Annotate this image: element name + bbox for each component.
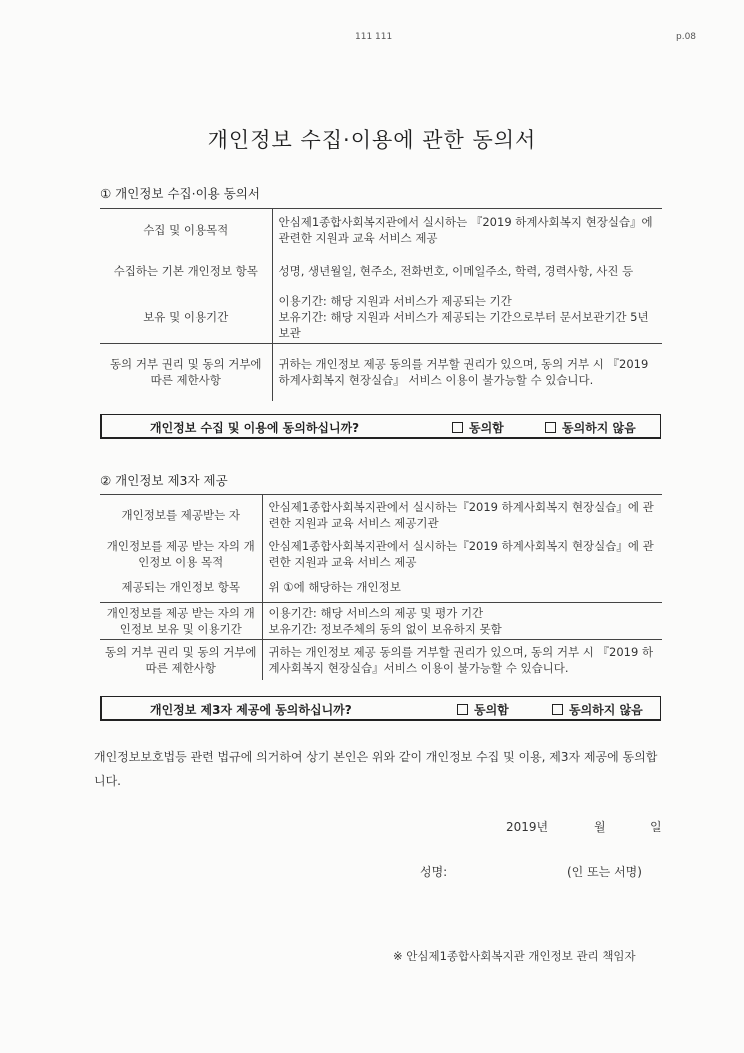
row-label: 동의 거부 권리 및 동의 거부에 따른 제한사항 — [100, 640, 262, 680]
row-value: 귀하는 개인정보 제공 동의를 거부할 권리가 있으며, 동의 거부 시 『2019 하계사회복지 현장실습』 서비스 이용이 불가능할 수 있습니다. — [278, 357, 649, 388]
page-title: 개인정보 수집·이용에 관한 동의서 — [207, 128, 537, 152]
section2-heading: ② 개인정보 제3자 제공 — [100, 473, 228, 488]
row-value: 귀하는 개인정보 제공 동의를 거부할 권리가 있으며, 동의 거부 시 『2019 하계사회복지 현장실습』서비스 이용이 불가능할 수 있습니다. — [268, 644, 654, 675]
table-row — [100, 573, 662, 603]
table-row — [100, 209, 662, 251]
row-value: 안심제1종합사회복지관에서 실시하는『2019 하계사회복지 현장실습』에 관련한 지원과 교육 서비스 제공기관 — [268, 499, 654, 530]
table-row — [100, 251, 662, 291]
row-value: 안심제1종합사회복지관에서 실시하는『2019 하계사회복지 현장실습』에 관련한 지원과 교육 서비스 제공 — [268, 538, 654, 569]
table-row — [100, 343, 662, 401]
table-row — [100, 640, 662, 680]
checkbox-agree[interactable] — [452, 422, 463, 433]
checkbox-agree[interactable] — [457, 704, 468, 715]
consent-question: 개인정보 제3자 제공에 동의하십니까? — [150, 703, 352, 717]
disagree-label: 동의하지 않음 — [569, 703, 643, 717]
fax-number: 111 111 — [355, 32, 393, 42]
section2-consent-bar — [100, 696, 661, 721]
disagree-option[interactable] — [552, 701, 643, 718]
table-row — [100, 291, 662, 344]
row-label: 개인정보를 제공받는 자 — [100, 495, 262, 535]
table-row — [100, 603, 662, 640]
row-label: 동의 거부 권리 및 동의 거부에 따른 제한사항 — [100, 343, 272, 401]
consent-statement: 개인정보보호법등 관련 법규에 의거하여 상기 본인은 위와 같이 개인정보 수집 및 이용, 제3자 제공에 동의합니다. — [94, 750, 658, 788]
table-row — [100, 495, 662, 535]
agree-label: 동의함 — [469, 421, 504, 435]
name-label: 성명: — [420, 865, 448, 879]
agree-option[interactable] — [452, 419, 504, 436]
consent-question: 개인정보 수집 및 이용에 동의하십니까? — [150, 421, 360, 435]
row-label: 보유 및 이용기간 — [100, 291, 272, 344]
row-label: 수집 및 이용목적 — [100, 209, 272, 251]
row-value: 성명, 생년월일, 현주소, 전화번호, 이메일주소, 학력, 경력사항, 사진 등 — [278, 263, 634, 278]
checkbox-disagree[interactable] — [545, 422, 556, 433]
table-row — [100, 535, 662, 573]
section2-table — [100, 494, 662, 680]
row-label: 수집하는 기본 개인정보 항목 — [100, 251, 272, 291]
signature-label: (인 또는 서명) — [567, 865, 642, 879]
row-label: 개인정보를 제공 받는 자의 개인정보 보유 및 이용기간 — [100, 603, 262, 640]
row-label: 개인정보를 제공 받는 자의 개인정보 이용 목적 — [100, 535, 262, 573]
date-month: 월 — [594, 820, 606, 834]
footer-note: ※ 안심제1종합사회복지관 개인정보 관리 책임자 — [393, 949, 636, 963]
row-value: 위 ①에 해당하는 개인정보 — [268, 580, 401, 595]
section1-consent-bar — [100, 414, 661, 439]
disagree-option[interactable] — [545, 419, 636, 436]
agree-label: 동의함 — [474, 703, 509, 717]
section1-table — [100, 208, 662, 401]
section1-heading: ① 개인정보 수집·이용 동의서 — [100, 186, 260, 201]
agree-option[interactable] — [457, 701, 509, 718]
row-label: 제공되는 개인정보 항목 — [100, 573, 262, 603]
disagree-label: 동의하지 않음 — [562, 421, 636, 435]
row-value: 안심제1종합사회복지관에서 실시하는 『2019 하계사회복지 현장실습』에 관련한 지원과 교육 서비스 제공 — [278, 214, 653, 245]
checkbox-disagree[interactable] — [552, 704, 563, 715]
page-label: p.08 — [676, 32, 697, 42]
row-value: 이용기간: 해당 지원과 서비스가 제공되는 기간 보유기간: 해당 지원과 서비스가 제공되는 기간으로부터 문서보관기간 5년 보관 — [278, 293, 649, 340]
date-day: 일 — [650, 820, 662, 834]
date-year: 2019년 — [506, 820, 549, 834]
row-value: 이용기간: 해당 서비스의 제공 및 평가 기간 보유기간: 정보주체의 동의 없이 보유하지 못함 — [268, 606, 502, 636]
